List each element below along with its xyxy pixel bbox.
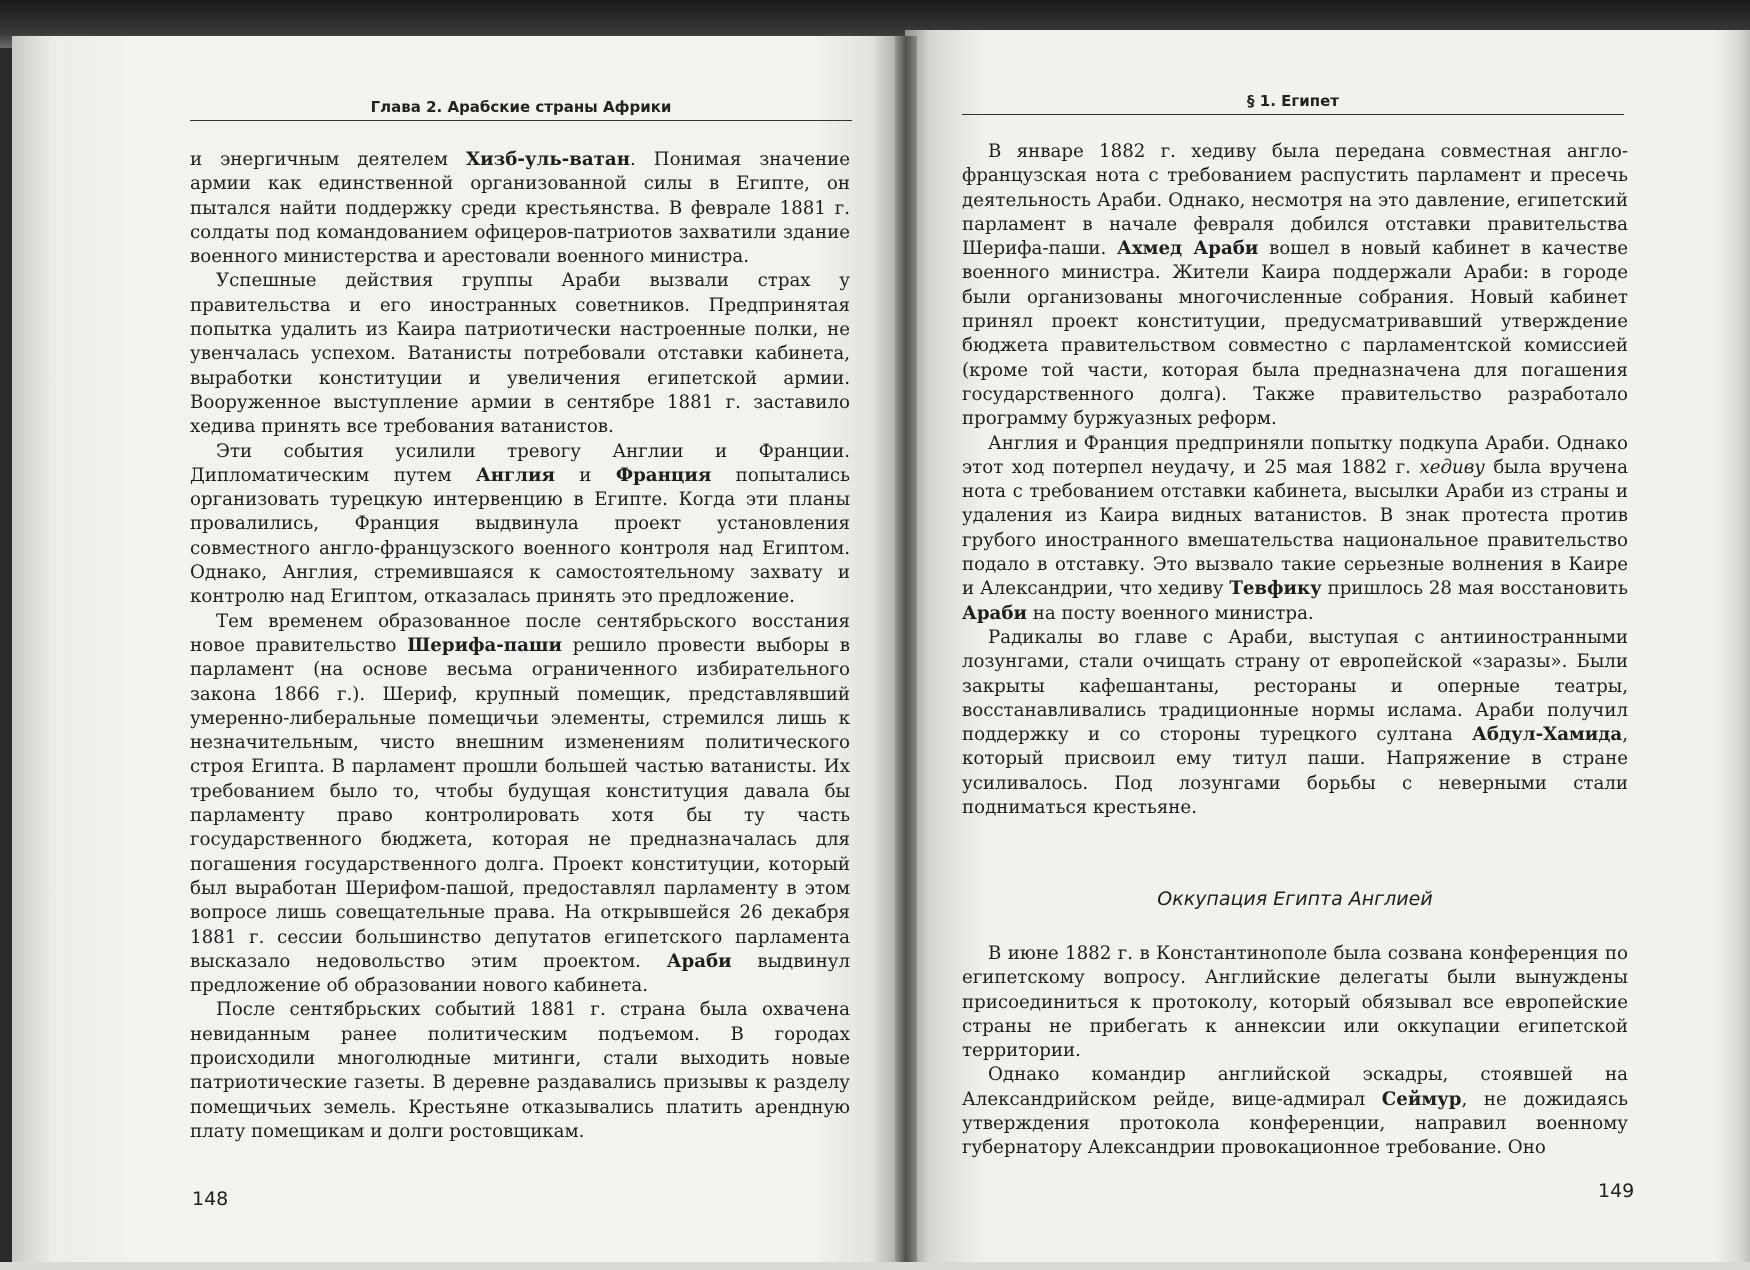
section-title: Оккупация Египта Англией	[1157, 888, 1433, 910]
scanner-bottom-edge	[0, 1262, 1750, 1270]
text-run: После сентябрьских событий 1881 г. страна была охвачена невиданным ранее политическим подъемом. В городах происходили многолюдные митинги, стали выходить новые патриотические газеты. В деревне раздавались призывы к разделу помещичьих земель. Крестьяне отказывались платить арендную плату помещикам и долги ростовщикам.	[190, 999, 850, 1142]
paragraph	[962, 942, 1628, 1063]
bold-term: Тевфику	[1229, 578, 1322, 600]
text-run: , который присвоил ему титул паши. Напряжение в стране усиливалось. Под лозунгами борьбы с неверными стали подниматься крестьяне.	[962, 724, 1628, 819]
text-run: попытались организовать турецкую интервенцию в Египте. Когда эти планы провалились, Франция выдвинула проект установления совместного англо-французского военного контроля над Египтом. Однако, Англия, стремившаяся к самостоятельному захвату и контролю над Египтом, отказалась принять это предложение.	[190, 464, 850, 608]
bold-term: Абдул-Хамида	[1472, 724, 1623, 746]
text-run: и энергичным деятелем	[190, 149, 466, 170]
bold-term: Араби	[962, 602, 1027, 624]
paragraph	[190, 998, 850, 1144]
text-run: Тем временем образованное после сентябрьского восстания новое правительство	[190, 610, 850, 656]
text-run: на посту военного министра.	[1026, 602, 1314, 624]
paragraph	[190, 440, 850, 610]
bold-term: Араби	[666, 950, 732, 972]
bold-term: Англия	[475, 464, 555, 486]
text-run: выдвинул предложение об образовании нового кабинета.	[190, 950, 850, 997]
right-page-number: 149	[1598, 1180, 1635, 1202]
paragraph	[962, 626, 1628, 820]
right-body-text-top	[962, 140, 1628, 820]
bold-term: Франция	[615, 464, 712, 486]
paragraph	[190, 148, 850, 269]
text-run: Англия и Франция предприняли попытку подкупа Араби. Однако этот ход потерпел неудачу, и 25 мая 1882 г.	[962, 432, 1628, 478]
text-run: Успешные действия группы Араби вызвали страх у правительства и его иностранных советников. Предпринятая попытка удалить из Каира патриотически настроенные полки, не увенчалась успехом. Ватанисты потребовали отставки кабинета, выработки конституции и увеличения египетской армии. Вооруженное выступление армии в сентябре 1881 г. заставило хедива принять все требования ватанистов.	[190, 270, 850, 438]
text-run: . Понимая значение армии как единственной организованной силы в Египте, он пытался найти поддержку среди крестьянства. В феврале 1881 г. солдаты под командованием офицеров-патриотов захватили здание военного министерства и арестовали военного министра.	[190, 149, 851, 268]
paragraph	[190, 269, 850, 439]
text-run: пришлось 28 мая восстановить	[1321, 578, 1629, 600]
bold-term: Сеймур	[1381, 1088, 1462, 1110]
text-run: , не дожидаясь утверждения протокола конференции, направил военному губернатору Александрии провокационное требование. Оно	[962, 1088, 1628, 1159]
paragraph	[962, 432, 1628, 626]
paragraph	[190, 610, 850, 999]
text-run: В январе 1882 г. хедиву была передана совместная англо-французская нота с требованием распустить парламент и пресечь деятельность Араби. Однако, несмотря на это давление, египетский парламент в начале февраля добился отставки правительства Шерифа-паши.	[962, 141, 1628, 260]
text-run: решило провести выборы в парламент (на основе весьма ограниченного избирательного закона 1866 г.). Шериф, крупный помещик, представлявший умеренно-либеральные помещичьи элементы, стремился лишь к незначительным, чисто внешним изменениям политического строя Египта. В парламент прошли большей частью ватанисты. Их требованием было то, чтобы будущая конституция давала бы парламенту право контролировать хотя бы ту часть государственного бюджета, которая не предназначалась для погашения государственного долга. Проект конституции, который был выработан Шерифом-пашой, предоставлял парламенту в этом вопросе лишь совещательные права. На открывшейся 26 декабря 1881 г. сессии большинство депутатов египетского парламента высказало недовольство этим проектом.	[190, 634, 850, 972]
left-body-text	[190, 148, 850, 1144]
text-run: вошел в новый кабинет в качестве военного министра. Жители Каира поддержали Араби: в городе были организованы многочисленные собрания. Новый кабинет принял проект конституции, предусматривавший утверждение бюджета правительством совместно с парламентской комиссией (кроме той части, которая была предназначена для погашения государственного долга). Также правительство разработало программу буржуазных реформ.	[962, 238, 1628, 430]
text-run: Эти события усилили тревогу Англии и Франции. Дипломатическим путем	[190, 440, 850, 486]
text-run: и	[554, 464, 616, 486]
left-running-head: Глава 2. Арабские страны Африки	[190, 98, 852, 121]
paragraph	[962, 1063, 1628, 1160]
right-running-head: § 1. Египет	[962, 92, 1624, 115]
paragraph	[962, 140, 1628, 432]
bold-term: Ахмед Араби	[1117, 238, 1259, 260]
bold-term: Шерифа-паши	[407, 634, 562, 656]
text-run: Радикалы во главе с Араби, выступая с антииностранными лозунгами, стали очищать страну от европейской «заразы». Были закрыты кафешантаны, рестораны и оперные театры, восстанавливались традиционные нормы ислама. Араби получил поддержку и со стороны турецкого султана	[962, 626, 1628, 746]
italic-term: хедиву	[1419, 456, 1485, 478]
book-gutter	[895, 36, 917, 1270]
left-page-number: 148	[192, 1188, 229, 1210]
text-run: В июне 1882 г. в Константинополе была созвана конференция по египетскому вопросу. Английские делегаты были вынуждены присоединиться к протоколу, который обязывал все европейские страны не прибегать к аннексии или оккупации египетской территории.	[962, 943, 1628, 1062]
text-run: Однако командир английской эскадры, стоявшей на Александрийском рейде, вице-адмирал	[962, 1064, 1628, 1110]
bold-term: Хизб-уль-ватан	[465, 149, 631, 170]
text-run: была вручена нота с требованием отставки кабинета, высылки Араби из страны и удаления из Каира видных ватанистов. В знак протеста против грубого иностранного вмешательства национальное правительство подало в отставку. Это вызвало такие серьезные волнения в Каире и Александрии, что хедиву	[962, 456, 1628, 600]
right-body-text-bottom	[962, 942, 1628, 1161]
